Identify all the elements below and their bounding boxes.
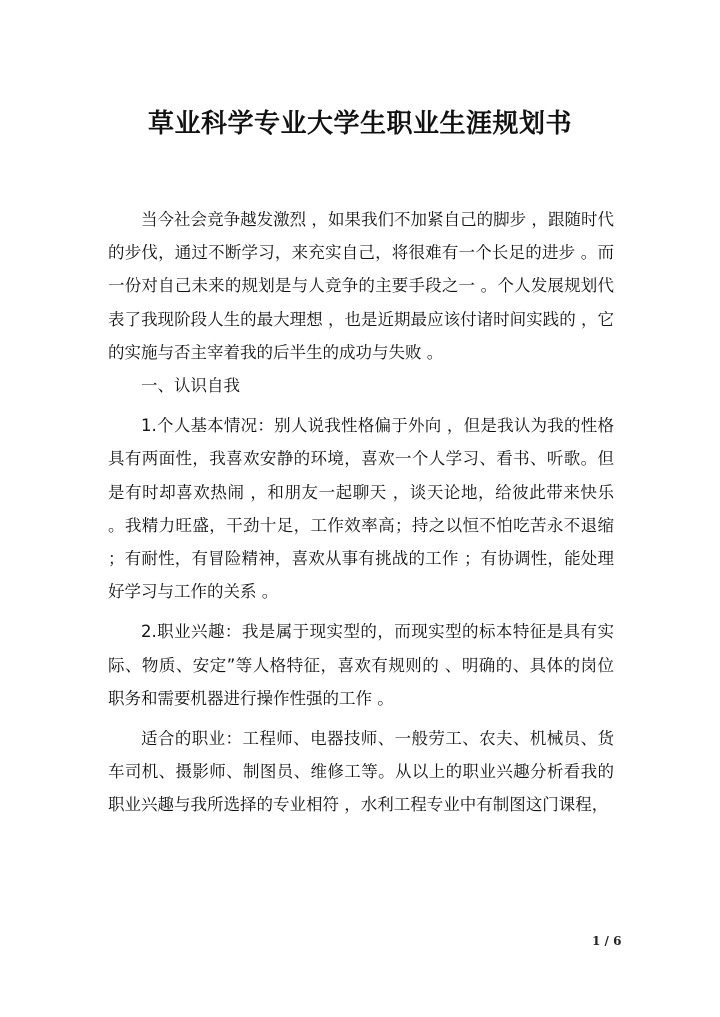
paragraph-career-interest: 2.职业兴趣：我是属于现实型的，而现实型的标本特征是具有实际、物质、安定”等人格特征，喜欢有规则的 、明确的、具体的岗位职务和需要机器进行操作性强的工作 。 bbox=[108, 622, 614, 708]
section-heading-self-awareness: 一、认识自我 bbox=[141, 376, 240, 396]
paragraph-personal-info: 1.个人基本情况：别人说我性格偏于外向 ，但是我认为我的性格具有两面性，我喜欢安静的环境，喜欢一个人学习、看书、听歌。但是有时却喜欢热闹 ，和朋友一起聊天 ，谈天论地，给彼此带来快乐 。我精力旺盛，干劲十足，工作效率高；持之以恒不怕吃苦永不退缩 ；有耐性，有冒险精神，喜欢从事有挑战的工作 ；有协调性，能处理好学习与工作的关系 。 bbox=[108, 416, 614, 602]
document-body bbox=[108, 203, 614, 822]
page-number: 1 / 6 bbox=[592, 934, 622, 948]
paragraph-intro: 当今社会竞争越发激烈 ，如果我们不加紧自己的脚步 ，跟随时代的步伐，通过不断学习，来充实自己，将很难有一个长足的进步 。而一份对自己未来的规划是与人竞争的主要手段之一 。个人发展规划代表了我现阶段人生的最大理想 ，也是近期最应该付诸时间实践的 ，它的实施与否主宰着我的后半生的成功与失败 。 bbox=[108, 210, 614, 362]
paragraph-suitable-careers: 适合的职业：工程师、电器技师、一般劳工、农夫、机械员、货车司机、摄影师、制图员、维修工等。从以上的职业兴趣分析看我的职业兴趣与我所选择的专业相符 ，水利工程专业中有制图这门课程， bbox=[108, 729, 614, 815]
document-title: 草业科学专业大学生职业生涯规划书 bbox=[147, 109, 572, 139]
